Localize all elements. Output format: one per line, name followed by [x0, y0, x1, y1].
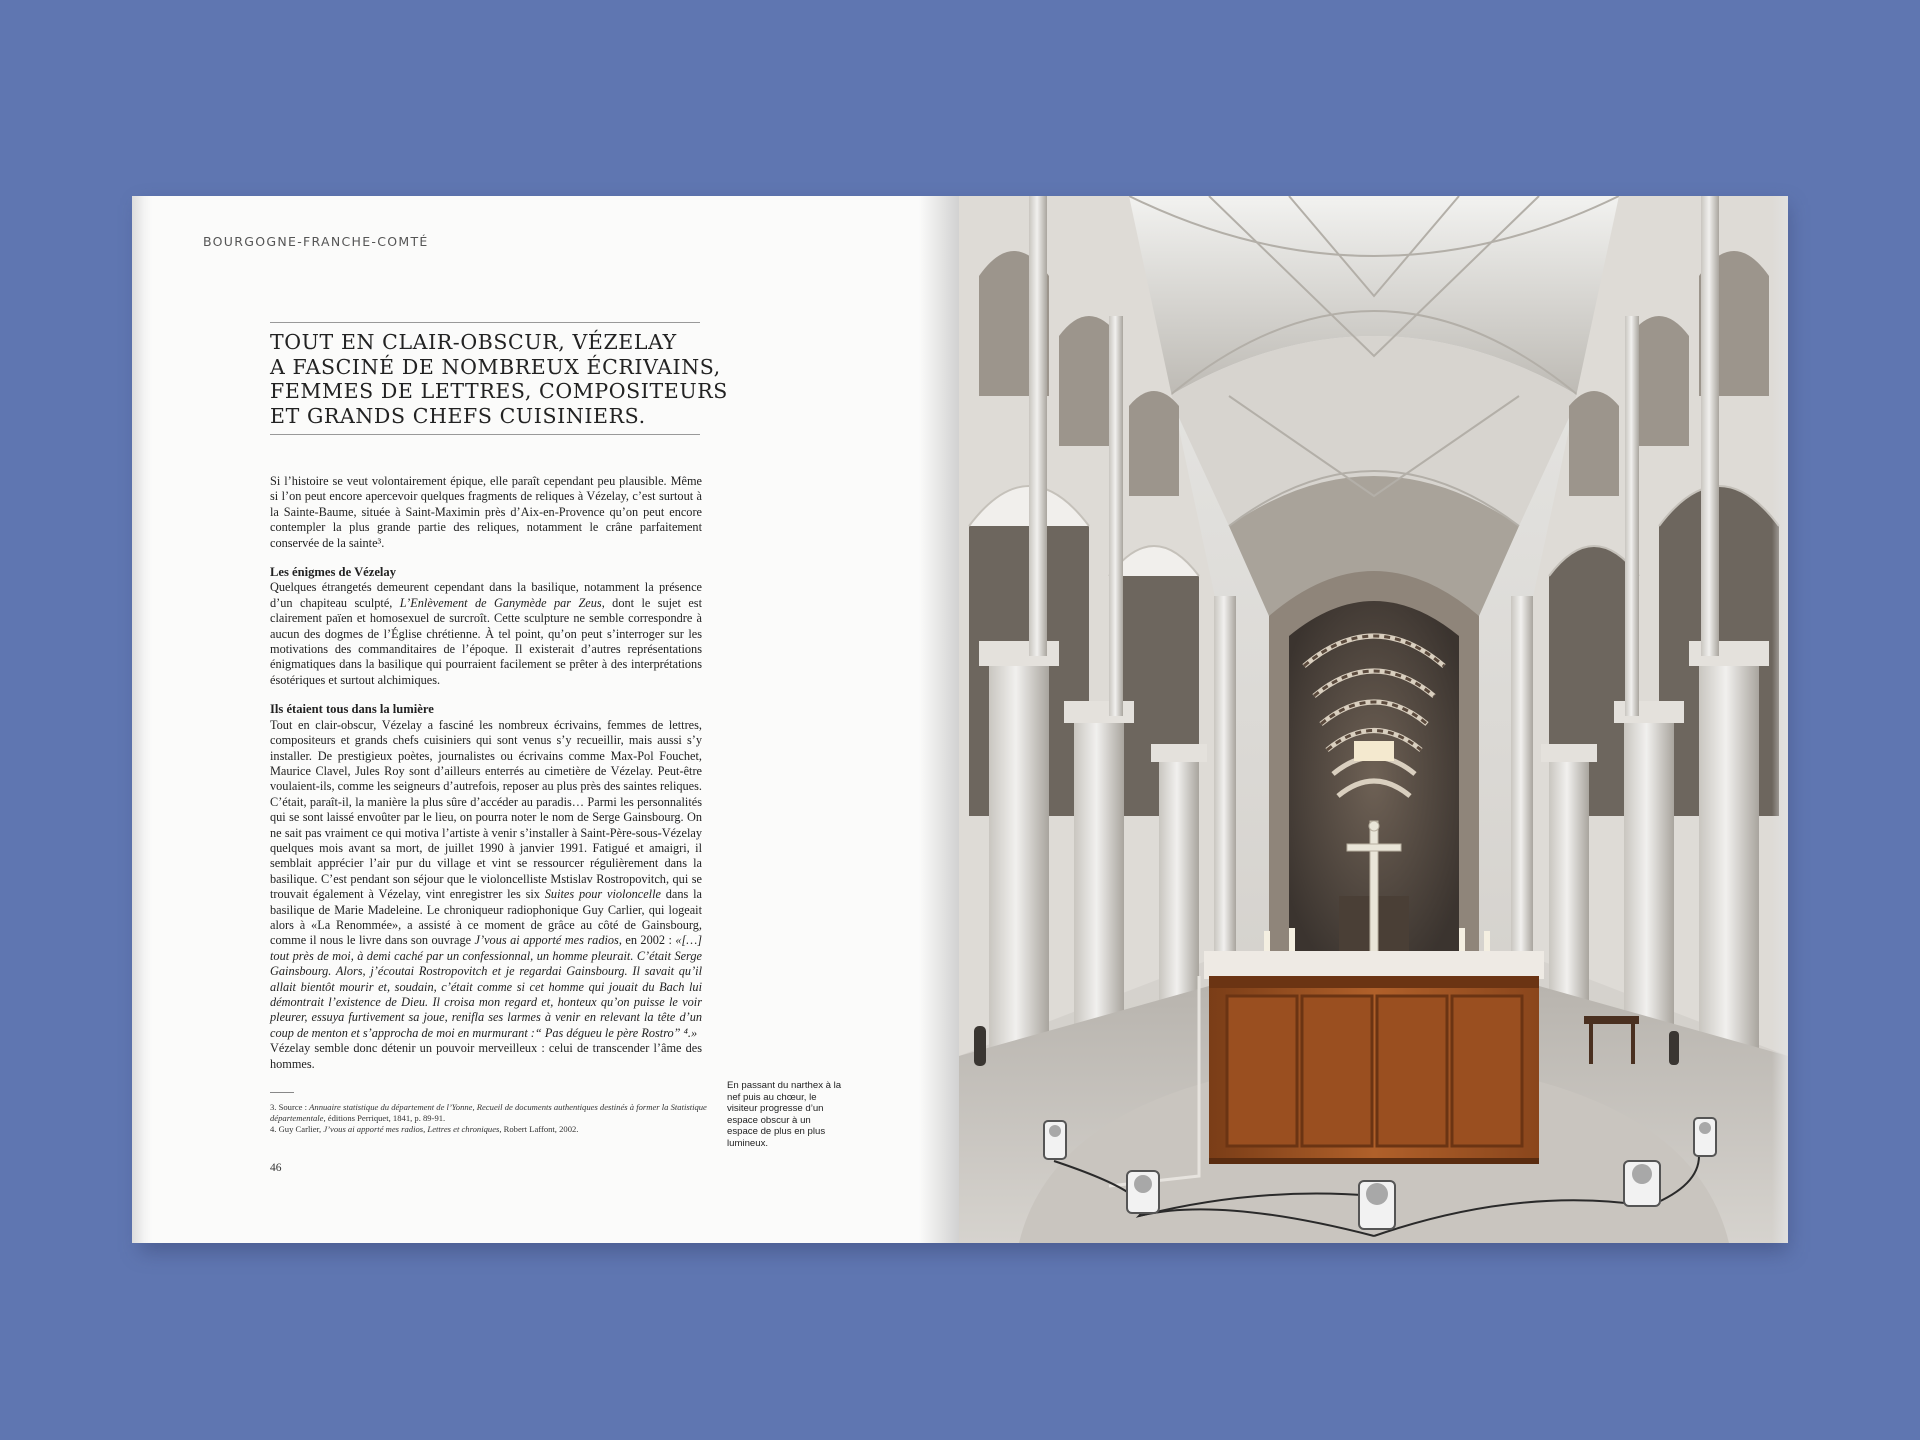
text-run: 4. Guy Carlier,	[270, 1124, 324, 1134]
text-run: dans la basilique de Marie Madeleine. Le chroniqueur radiophonique Guy Carlier, qui logeait alors à «La Renommée», a assisté à ce moment de grâce au côté de Gainsbourg, comme il nous le livre dans son ouvrage	[270, 887, 702, 948]
text-run: , en 2002 :	[618, 933, 676, 948]
pull-quote-line: ET GRANDS CHEFS CUISINIERS.	[270, 403, 646, 428]
text-run: 3. Source :	[270, 1102, 310, 1112]
pull-quote-line: A FASCINÉ DE NOMBREUX ÉCRIVAINS,	[270, 354, 721, 379]
pull-quote-line: FEMMES DE LETTRES, COMPOSITEURS	[270, 379, 728, 403]
text-run-italic: J’vous ai apporté mes radios	[474, 933, 619, 948]
footnote	[270, 1124, 710, 1135]
pull-quote-line: TOUT EN CLAIR-OBSCUR, VÉZELAY	[270, 330, 677, 354]
photo-caption: En passant du narthex à la nef puis au chœur, le visiteur progresse d’un espace obscur à un espace de plus en plus lumineux.	[727, 1080, 842, 1149]
text-run-italic: J’vous ai apporté mes radios, Lettres et chroniques	[323, 1124, 500, 1134]
text-run: , dont le sujet est clairement païen et homosexuel de surcroît. Cette sculpture ne semble correspondre à aucun des dogmes de l’Église chrétienne. À tel point, qu’on peut s’interroger sur les motivations des commanditaires de l’époque. Il existerait d’autres représentations énigmatiques dans la basilique qui pourraient facilement se prêter à des interprétations ésotériques et surtout alchimiques.	[270, 595, 702, 687]
section-paragraph	[270, 718, 702, 1042]
text-run-italic: Suites pour violoncelle	[544, 887, 661, 902]
running-head: BOURGOGNE-FRANCHE-COMTÉ	[203, 234, 429, 249]
left-page	[132, 196, 959, 1243]
footnote	[270, 1102, 710, 1124]
footnote-rule	[270, 1092, 294, 1093]
text-run-italic: L’Enlèvement de Ganymède par Zeus	[399, 595, 602, 610]
intro-paragraph: Si l’histoire se veut volontairement épique, elle paraît cependant peu plausible. Même si l’on peut encore apercevoir quelques fragments de reliques à Vézelay, c’est surtout à la Sainte-Baume, située à Saint-Maximin près d’Aix-en-Provence qu’on peut encore contempler la plus grande partie des reliques, notamment le crâne parfaitement conservée de la sainte³.	[270, 474, 702, 550]
book-spread	[132, 196, 1788, 1243]
basilica-nave-photo	[959, 196, 1788, 1243]
section-paragraph	[270, 580, 702, 688]
footnotes	[270, 1102, 710, 1135]
quotation: «[…] tout près de moi, à demi caché par un confessionnal, un homme pleurait. C’était Serge Gainsbourg. Alors, j’écoutai Rostropovitch et je regardai Gainsbourg. Il savait qu’il allait bientôt mourir et, soudain, c’était comme si cet homme qui jouait du Bach lui démontrait l’existence de Dieu. Il croisa mon regard et, honteux qu’on puisse le voir pleurer, essuya furtivement sa joue, renifla ses larmes à venir en relevant la tête d’un coup de menton et s’approcha de moi en murmurant :“ Pas dégueu le père Rostro” ⁴.»	[270, 933, 702, 1040]
text-run: Tout en clair-obscur, Vézelay a fasciné les nombreux écrivains, femmes de lettres, compositeurs et grands chefs cuisiniers qui sont venus s’y recueillir, mais aussi s’y installer. De prestigieux poètes, journalistes ou écrivains comme Max-Pol Fouchet, Maurice Clavel, Jules Roy sont d’ailleurs enterrés au cimetière de Vézelay. Peut-être voulaient-ils, comme les seigneurs d’autrefois, reposer au plus près des saintes reliques. C’était, paraît-il, la manière la plus sûre d’accéder au paradis… Parmi les personnalités qui se sont laissé envoûter par le lieu, on pourra noter le nom de Serge Gainsbourg. On ne sait pas vraiment ce qui motiva l’artiste à venir s’installer à Saint-Père-sous-Vézelay quelques mois avant sa mort, de juillet 1990 à janvier 1991. Fatigué et amaigri, il semblait apprécier l’air pur du village et vint se ressourcer régulièrement dans la basilique. C’est pendant son séjour que le violoncelliste Mstislav Rostropovitch, qui se trouvait également à Vézelay, vint enregistrer les six	[270, 717, 702, 902]
closing-paragraph: Vézelay semble donc détenir un pouvoir merveilleux : celui de transcender l’âme des hommes.	[270, 1041, 702, 1071]
section-heading: Ils étaient tous dans la lumière	[270, 702, 434, 717]
page-number: 46	[270, 1162, 282, 1174]
text-run: , Robert Laffont, 2002.	[499, 1124, 579, 1134]
text-run: , éditions Perriquet, 1841, p. 89-91.	[323, 1113, 446, 1123]
text-run-italic: Annuaire statistique du département de l’Yonne, Recueil de documents authentiques destinés à former la Statistique départementale	[270, 1102, 707, 1123]
text-run: Quelques étrangetés demeurent cependant dans la basilique, notamment la présence d’un chapiteau sculpté,	[270, 580, 702, 610]
section-heading: Les énigmes de Vézelay	[270, 565, 397, 580]
gutter-shadow	[919, 196, 959, 1243]
page-edge	[132, 196, 152, 1243]
page-edge	[1772, 196, 1788, 1243]
body-text	[270, 474, 702, 1072]
pull-quote	[270, 322, 728, 435]
right-page	[959, 196, 1788, 1243]
